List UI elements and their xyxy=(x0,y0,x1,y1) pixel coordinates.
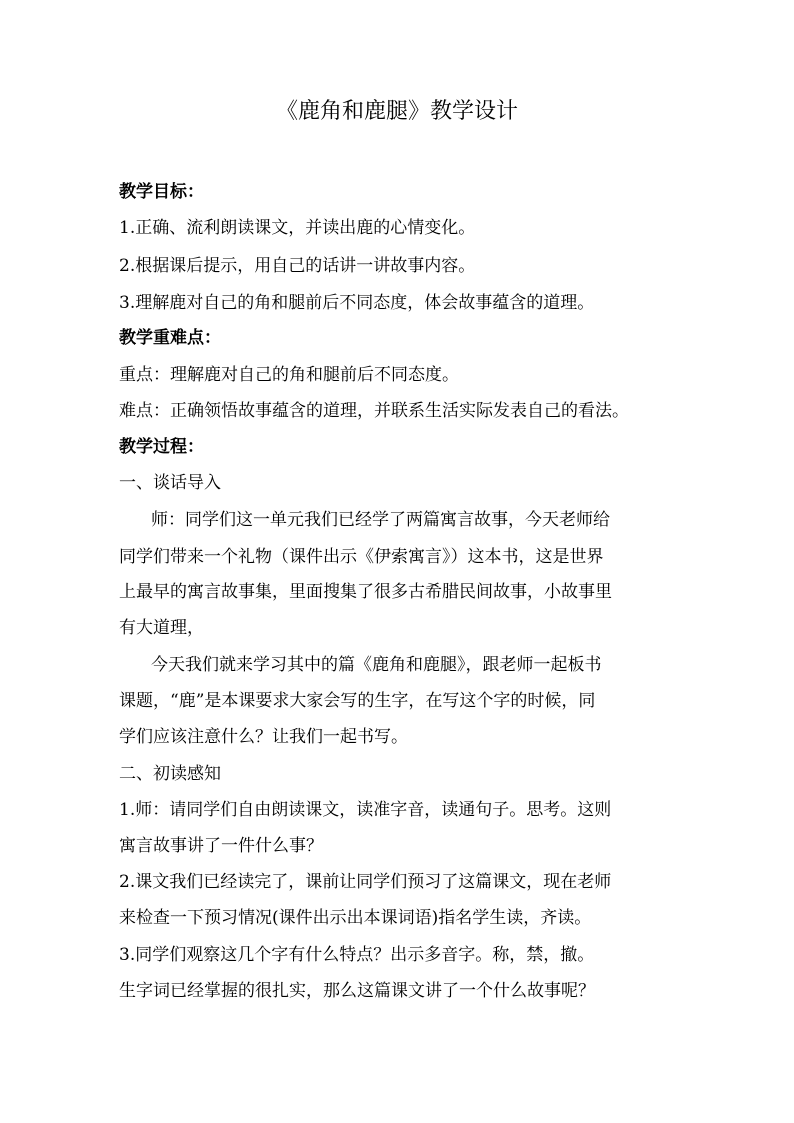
paragraph-line: 2.课文我们已经读完了，课前让同学们预习了这篇课文，现在老师 xyxy=(119,872,612,892)
paragraph-line: 有大道理， xyxy=(119,618,204,638)
paragraph-line: 今天我们就来学习其中的篇《鹿角和鹿腿》，跟老师一起板书 xyxy=(151,655,602,675)
paragraph-line: 同学们带来一个礼物（课件出示《伊索寓言》）这本书，这是世界 xyxy=(119,547,604,567)
paragraph-line: 3.同学们观察这几个字有什么特点？出示多音字。称，禁，撤。 xyxy=(119,945,595,965)
paragraph-line: 来检查一下预习情况(课件出示出本课词语)指名学生读，齐读。 xyxy=(119,908,592,928)
section-heading-key-points: 教学重难点： xyxy=(119,328,221,348)
objective-line: 3.理解鹿对自己的角和腿前后不同态度，体会故事蕴含的道理。 xyxy=(119,293,595,313)
section-heading-objectives: 教学目标： xyxy=(119,182,204,202)
subsection-heading: 二、初读感知 xyxy=(119,764,221,784)
paragraph-line: 学们应该注意什么？让我们一起书写。 xyxy=(119,727,408,747)
key-point-line: 重点：理解鹿对自己的角和腿前后不同态度。 xyxy=(119,365,459,385)
document-title: 《鹿角和鹿腿》教学设计 xyxy=(275,99,518,124)
paragraph-line: 生字词已经掌握的很扎实，那么这篇课文讲了一个什么故事呢？ xyxy=(119,981,595,1001)
subsection-heading: 一、谈话导入 xyxy=(119,473,221,493)
paragraph-line: 师：同学们这一单元我们已经学了两篇寓言故事，今天老师给 xyxy=(151,510,610,530)
paragraph-line: 上最早的寓言故事集，里面搜集了很多古希腊民间故事，小故事里 xyxy=(119,582,612,602)
difficulty-line: 难点：正确领悟故事蕴含的道理，并联系生活实际发表自己的看法。 xyxy=(119,401,629,421)
objective-line: 2.根据课后提示，用自己的话讲一讲故事内容。 xyxy=(119,256,476,276)
paragraph-line: 寓言故事讲了一件什么事？ xyxy=(119,836,323,856)
section-heading-process: 教学过程： xyxy=(119,437,204,457)
paragraph-line: 1.师：请同学们自由朗读课文，读准字音，读通句子。思考。这则 xyxy=(119,800,612,820)
objective-line: 1.正确、流利朗读课文，并读出鹿的心情变化。 xyxy=(119,218,476,238)
paragraph-line: 课题，“鹿”是本课要求大家会写的生字，在写这个字的时候，同 xyxy=(119,691,596,711)
